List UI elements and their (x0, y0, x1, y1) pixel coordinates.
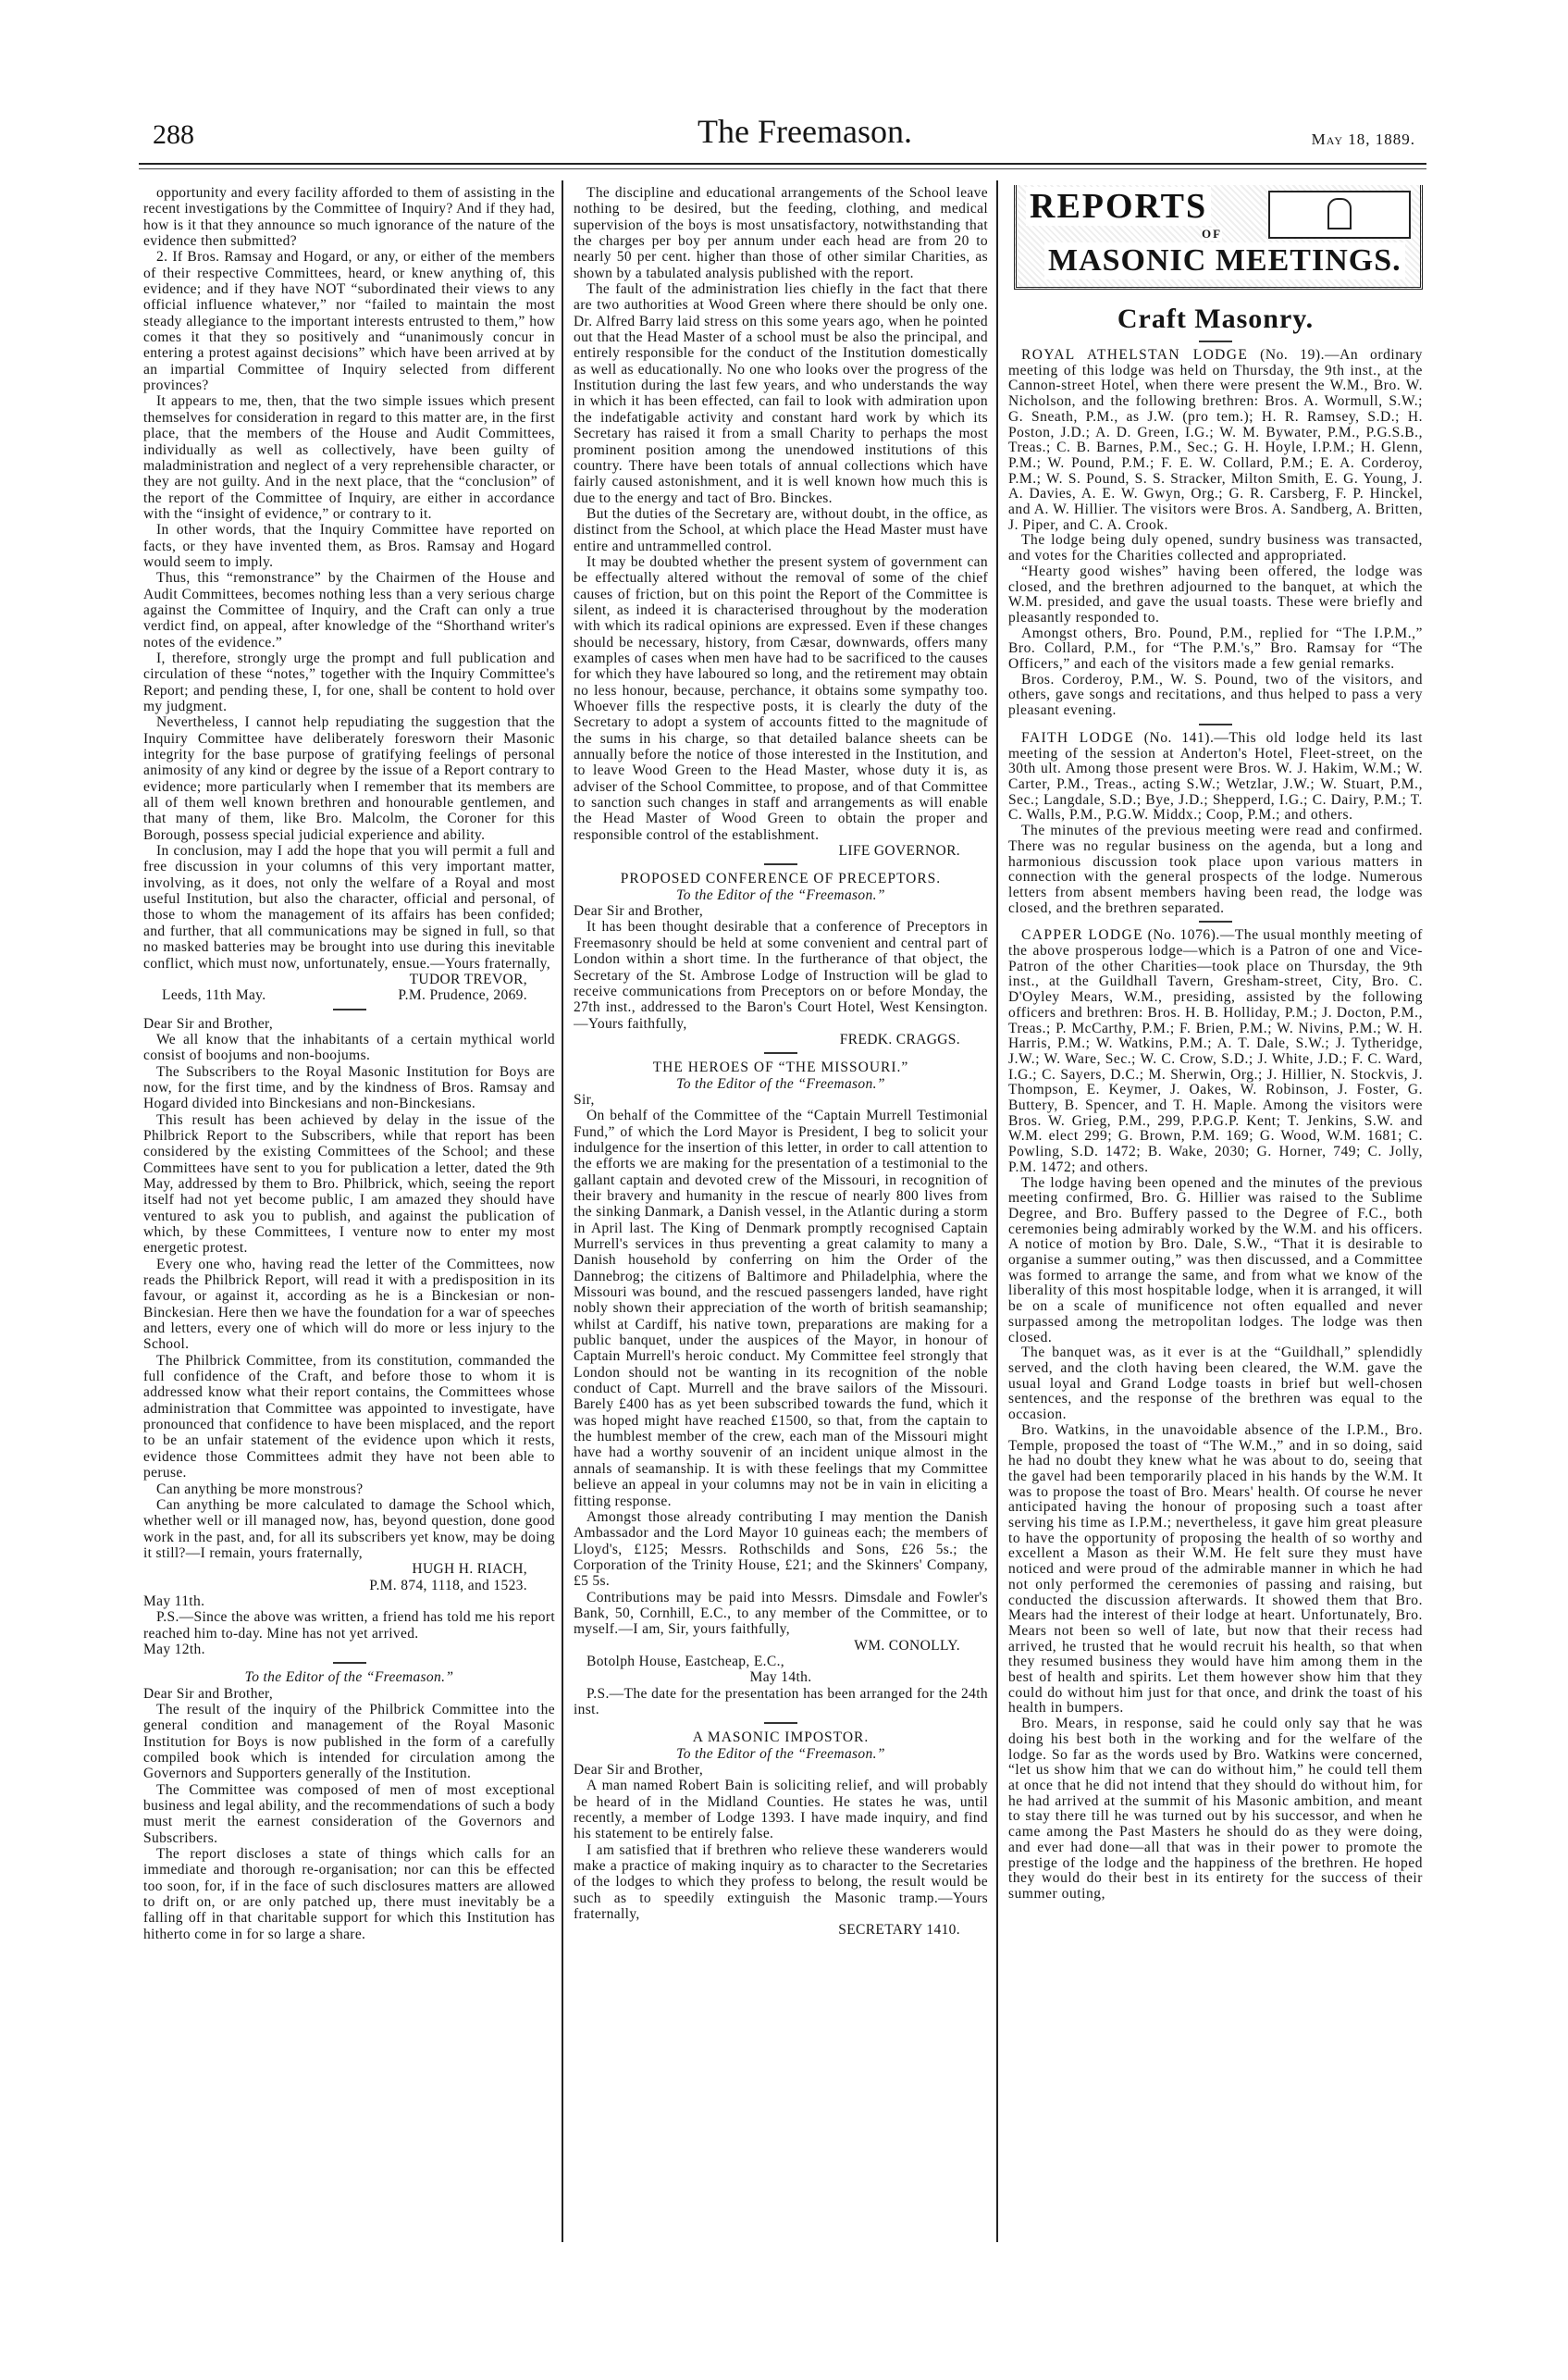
salutation: Dear Sir and Brother, (143, 1015, 274, 1032)
paragraph: “Hearty good wishes” having been offered, the lodge was closed, and the brethren adjourned to the banquet, at which the W.M. presided, and gave the usual toasts. These were briefly and pleasantly responded to. (1008, 563, 1423, 626)
column-divider (562, 180, 563, 2242)
paragraph: 2. If Bros. Ramsay and Hogard, or any, or either of the members of their respective Committees, heard, or knew anything of, this evidence; and if they have NOT “subordinated their views to any official influence whatever,” nor “failed to maintain the most steady allegiance to the important interests entrusted to them,” how comes it that they so positively and “unanimously concur in entering a protest against decisions” which have been arrived at by an impartial Committee of Inquiry selected from different provinces? (143, 249, 555, 394)
salutation: Dear Sir and Brother, (143, 1685, 274, 1702)
signature-lodge: P.M. Prudence, 2069. (398, 987, 527, 1004)
paragraph: The discipline and educational arrangements of the School leave nothing to be desired, but the feeding, clothing, and medical supervision of the boys is most unsatisfactory, notwithstanding that the charges per boy per annum under each head are from 20 to nearly 50 per cent. higher than those of other similar Charities, as shown by a tabulated analysis published with the report. (574, 185, 988, 281)
paragraph: This result has been achieved by delay in the issue of the Philbrick Report to the Subscribers, while that report has been considered by the existing Committees of the School; and these Committees have sent to you for publication a letter, dated the 9th May, addressed by them to Bro. Philbrick, which, seeing the report itself had not yet become public, I am amazed they should have ventured to ask you to publish, and against the publication of which, by these Committees, I venture now to enter my most energetic protest. (143, 1111, 555, 1257)
signature-place-date: Leeds, 11th May. (162, 987, 266, 1004)
column-2 (574, 185, 988, 2244)
lodge-report-text: An ordinary meeting of this lodge was held on Thursday, the 9th inst., at the Cannon-street Hotel, when there were present the W.M., Bro. W. Nicholson, and the following brethren: Bros. A. Wormull, S.W.; G. Sneath, P.M., as J.W. (pro tem.); H. R. Ramsey, S.D.; H. Poston, J.D.; A. D. Green, I.G.; W. M. Bywater, P.M., P.G.S.B., Treas.; C. B. Barnes, P.M., Sec.; G. H. Hoyle, I.P.M.; H. Glenn, P.M.; W. Pound, P.M.; F. E. W. Collard, P.M.; E. A. Corderoy, P.M.; W. S. Pound, S. S. Stracker, Milton Smith, E. G. Young, J. A. Davies, A. E. W. Gwyn, Org.; G. R. Carsberg, F. P. Hinckel, and A. W. Hillier. The visitors were Bros. A. Sandberg, A. Britten, J. Piper, and C. A. Crook. (1008, 347, 1423, 533)
article-divider (1199, 724, 1232, 725)
paragraph: Bro. Watkins, in the unavoidable absence of the I.P.M., Bro. Temple, proposed the toast of “The W.M.,” and in so doing, said he had no doubt they knew what he was about to do, seeing that the gavel had been temporarily placed in his hands by the W.M. It was to propose the toast of Bro. Mears' health. Of course he never anticipated having the honour of proposing such a toast after serving his time as I.P.M.; nevertheless, it gave him great pleasure to have the opportunity of proposing the health of so worthy and excellent a Mason as their W.M. He felt sure they must have noticed and were proud of the admirable manner in which he had not only performed the ceremonies of passing and raising, but conducted the discussion afterwards. It showed them that Bro. Mears had the interest of their lodge at heart. Unfortunately, Bro. Mears not been so well of late, but now that their recess had arrived, he trusted that he would recruit his health, so that when they resumed business they would have him among them in the best of health and spirits. Let them however show him that they could do without him just for that once, and drink the toast of his health in bumpers. (1008, 1421, 1423, 1717)
paragraph: The lodge having been opened and the minutes of the previous meeting confirmed, Bro. G. Hillier was raised to the Sublime Degree, and Bro. Buffery passed to the Degree of F.C., both ceremonies being admirably worked by the W.M. and his officers. A notice of motion by Bro. Dale, S.W., “That it is desirable to organise a summer outing,” was then discussed, and a Committee was formed to arrange the same, and from what we know of the liberality of this most hospitable lodge, when it is arranged, it will be on a scale of munificence not often equalled and never surpassed among the metropolitan lodges. The lodge was then closed. (1008, 1174, 1423, 1345)
dateline: May 14th. (749, 1669, 812, 1686)
paragraph: The minutes of the previous meeting were read and confirmed. There was no regular business on the agenda, but a long and harmonious discussion took place upon various matters in connection with the general prospects of the lodge. Numerous letters from absent members having been read, the lodge was closed, and the brethren separated. (1008, 823, 1423, 916)
signature: FREDK. CRAGGS. (839, 1031, 960, 1047)
lodge-report-paragraph (1008, 928, 1423, 1175)
paragraph: P.S.—The date for the presentation has been arranged for the 24th inst. (574, 1685, 988, 1717)
paragraph: The fault of the administration lies chiefly in the fact that there are two authorities at Wood Green where there should be only one. Dr. Alfred Barry laid stress on this some years ago, when he pointed out that the Head Master of a school must be also the principal, and entirely responsible for the conduct of the Institution domestically as well as educationally. No one who looks over the progress of the Institution during the last few years, and who understands the way in which it has been effected, can fail to look with admiration upon the indefatigable activity and constant hard work by which its Secretary has raised it from a small Charity to perhaps the most prominent position among the unendowed institutions of this country. There have been totals of annual collections which have fairly caused astonishment, and it is well known how much this is due to the energy and tact of Bro. Binckes. (574, 281, 988, 506)
lodge-number: (No. 1076).— (1147, 927, 1235, 944)
lodge-report-text: The usual monthly meeting of the above prosperous lodge—which is a Patron of one and Vice-Patron of the other Charities—took place on Thursday, the 9th inst., at the Guildhall Tavern, Gresham-street, City, Bro. C. D'Oyley Mears, W.M., presiding, assisted by the following officers and brethren: Bros. H. B. Holliday, P.M.; J. Docton, P.M., Treas.; P. McCarthy, P.M.; F. Brien, P.M.; W. Nivins, P.M.; W. H. Harris, P.M.; W. Watkins, P.M.; A. T. Dale, S.W.; J. Tytheridge, J.W.; W. Ware, Sec.; W. C. Crow, S.D.; J. White, J.D.; F. C. Ward, I.G.; C. Sayers, D.C.; M. Sherwin, Org.; J. Hillier, N. Stockvis, J. Thompson, E. Keymer, J. Oakes, W. Robinson, J. Foster, G. Buttery, B. Spencer, and T. H. Maple. Among the visitors were Bros. W. Grieg, P.M., 299, P.P.G.P. Kent; T. Jenkins, S.W. and W.M. elect 299; G. Brown, P.M. 169; G. Wood, W.M. 1681; C. Powling, S.D. 1472; B. Wake, 2030; G. Horner, 749; C. Jolly, P.M. 1472; and others. (1008, 927, 1423, 1175)
signature: TUDOR TREVOR, (409, 971, 527, 987)
paragraph: Amongst those already contributing I may mention the Danish Ambassador and the Lord Mayor 10 guineas each; the members of Lloyd's, £125; Messrs. Rothschilds and Sons, £26 5s.; the Corporation of the Trinity House, £21; and the Skinners' Company, £5 5s. (574, 1508, 988, 1590)
header-rule (139, 163, 1426, 165)
section-rule (1199, 341, 1232, 342)
paragraph: opportunity and every facility afforded to them of assisting in the recent investigations by the Committee of Inquiry? And if they had, how is it that they announce so much ignorance of the nature of the evidence then submitted? (143, 185, 555, 250)
masthead-reports: REPORTS (1026, 187, 1211, 226)
paragraph: Bro. Mears, in response, said he could only say that he was doing his best both in the working and for the welfare of the lodge. So far as the words used by Bro. Watkins were concerned, “let us show him that we can do without him,” he could tell them at once that he did not intend that they should do without him, for he had arrived at the summit of his Masonic ambition, and meant to stay there till he was turned out by his successor, and when he came among the Past Masters he should do as they were doing, and ever had done—all that was in their power to promote the prestige of the lodge and the happiness of the brethren. He hoped they would do their best in its entirety for the success of their summer outing, (1008, 1716, 1423, 1902)
paragraph: In conclusion, may I add the hope that you will permit a full and free discussion in your columns of this very important matter, involving, as it does, not only the welfare of a Royal and most useful Institution, but also the character, official and personal, of those to whom the management of its affairs has been confided; and further, that all communications may be signed in full, so that no masked batteries may be brought into use during this inevitable conflict, which must now, unfortunately, ensue.—Yours fraternally, (143, 843, 555, 972)
signature: LIFE GOVERNOR. (838, 843, 960, 860)
signature-line (143, 987, 555, 1003)
signature: SECRETARY 1410. (838, 1922, 960, 1939)
paragraph: The Philbrick Committee, from its constitution, commanded the full confidence of the Craft, and before those to whom it is addressed know what their report contains, the Committees whose administration that Committee was appointed to investigate, have pronounced that confidence to have been misplaced, and the report to be an unfair statement of the evidence upon which it rests, evidence those Committees admit they have not been able to peruse. (143, 1352, 555, 1481)
lodge-number: (No. 141).— (1143, 729, 1229, 746)
lodge-report-text: This old lodge held its last meeting of the session at Anderton's Hotel, Fleet-street, on the 30th ult. Among those present were Bros. W. J. Hakim, W.M.; W. Carter, P.M., Treas., acting S.W.; Wetzlar, J.W.; W. Stuart, P.M., Sec.; Langdale, S.D.; Bye, J.D.; Shepperd, I.G.; C. Dairy, P.M.; T. C. Walls, P.M., P.G.W. Middx.; Coop, P.M.; and others. (1008, 729, 1423, 824)
article-divider (333, 1009, 366, 1010)
editor-address: To the Editor of the “Freemason.” (676, 1075, 885, 1092)
lodge-name: ROYAL ATHELSTAN LODGE (1021, 347, 1249, 363)
paragraph: Amongst others, Bro. Pound, P.M., replied for “The I.P.M.,” Bro. Collard, P.M., for “The P.M.'s,” Bro. Ramsay for “The Officers,” and each of the visitors made a few genial remarks. (1008, 625, 1423, 673)
paragraph: It appears to me, then, that the two simple issues which present themselves for consideration in regard to this matter are, in the first place, that the members of the House and Audit Committees, individually as well as collectively, have been guilty of maladministration and neglect of a very reprehensible character, or they are not guilty. And in the next place, that the “conclusion” of the report of the Committee of Inquiry, are either in accordance with the “insight of evidence,” or contrary to it. (143, 393, 555, 522)
salutation: May 11th. (143, 1593, 205, 1609)
paragraph: Thus, this “remonstrance” by the Chairmen of the House and Audit Committees, becomes nothing less than a very serious charge against the Committee of Inquiry, and the Craft can only a true verdict find, on appeal, after knowledge of the “Shorthand writer's notes of the evidence.” (143, 570, 555, 651)
paragraph: The Committee was composed of men of most exceptional business and legal ability, and the recommendations of such a body must merit the earnest consideration of the Governors and Subscribers. (143, 1781, 555, 1846)
article-heading: A MASONIC IMPOSTOR. (692, 1729, 870, 1746)
paragraph: Can anything be more monstrous? (156, 1481, 364, 1497)
column-3-body (1008, 348, 1423, 1903)
article-divider (1199, 921, 1232, 923)
column-1 (143, 185, 555, 2244)
paragraph: But the duties of the Secretary are, without doubt, in the office, as distinct from the School, at which place the Head Master must have entire and untrammelled control. (574, 505, 988, 554)
paragraph: Every one who, having read the letter of the Committees, now reads the Philbrick Report, will read it with a predisposition in its favour, or against it, according as he is a Binckesian or non-Binckesian. Here then we have the foundation for a war of speeches and letters, every one of which will do more or less injury to the School. (143, 1256, 555, 1353)
masonic-emblem-icon (1268, 191, 1411, 239)
section-heading: Craft Masonry. (1117, 304, 1315, 334)
paragraph: The report discloses a state of things which calls for an immediate and thorough re-organisation; nor can this be effected too soon, for, if in the face of such disclosures matters are allowed to drift on, or are only patched up, there must inevitably be a falling off in that charitable support for which this Institution has hitherto come in for so large a share. (143, 1846, 555, 1942)
signature: WM. CONOLLY. (854, 1637, 960, 1654)
article-heading: THE HEROES OF “THE MISSOURI.” (652, 1060, 909, 1076)
lodge-report-paragraph (1008, 731, 1423, 824)
salutation: Dear Sir and Brother, (574, 903, 704, 920)
article-divider (764, 1052, 797, 1054)
paragraph: Nevertheless, I cannot help repudiating the suggestion that the Inquiry Committee have deliberately foresworn their Masonic integrity for the base purpose of gratifying feelings of personal animosity of any kind or degree by the issue of a Report contrary to evidence; more particularly when I remember that its members are all of them well known brethren and honourable gentlemen, and that many of them, like Bro. Malcolm, the Coroner for this Borough, possess special judicial experience and ability. (143, 714, 555, 843)
salutation: May 12th. (143, 1641, 205, 1657)
paragraph: A man named Robert Bain is soliciting relief, and will probably be heard of in the Midland Counties. He states he was, until recently, a member of Lodge 1393. I have made inquiry, and find his statement to be entirely false. (574, 1778, 988, 1842)
editor-address: To the Editor of the “Freemason.” (244, 1669, 454, 1686)
masthead-masonic-meetings: MASONIC MEETINGS. (1044, 242, 1405, 279)
paragraph: It has been thought desirable that a conference of Preceptors in Freemasonry should be held at some convenient and central part of London within a short time. In the furtherance of that object, the Secretary of the St. Ambrose Lodge of Instruction will be glad to receive communications from Preceptors on or before Monday, the 27th inst., addressed to the Baron's Court Hotel, West Kensington.—Yours faithfully, (574, 919, 988, 1032)
article-heading: PROPOSED CONFERENCE OF PRECEPTORS. (620, 871, 942, 887)
article-divider (764, 1722, 797, 1724)
article-divider (333, 1662, 366, 1664)
reports-masthead-banner (1014, 185, 1423, 290)
paragraph: Botolph House, Eastcheap, E.C., (586, 1653, 785, 1669)
header-rule-thin (139, 168, 1426, 169)
paragraph: In other words, that the Inquiry Committee have reported on facts, or they have invented them, as Bros. Ramsay and Hogard would seem to imply. (143, 522, 555, 570)
issue-date: May 18, 1889. (1311, 130, 1415, 148)
paragraph: Can anything be more calculated to damage the School which, whether well or ill managed now, has, beyond question, done good work in the past, and, for all its subscribers yet know, may be doing it still?—I remain, yours fraternally, (143, 1496, 555, 1561)
salutation: Dear Sir and Brother, (574, 1762, 704, 1778)
lodge-name: FAITH LODGE (1021, 729, 1135, 746)
column-divider (996, 180, 998, 2242)
paragraph: We all know that the inhabitants of a certain mythical world consist of boojums and non-boojums. (143, 1031, 555, 1064)
lodge-name: CAPPER LODGE (1021, 927, 1143, 944)
column-3 (1008, 185, 1423, 2244)
lodge-number: (No. 19).— (1260, 347, 1340, 363)
article-divider (764, 863, 797, 865)
paragraph: The Subscribers to the Royal Masonic Institution for Boys are now, for the first time, and by the kindness of Bros. Ramsay and Hogard divided into Binckesians and non-Binckesians. (143, 1063, 555, 1112)
salutation: Sir, (574, 1091, 595, 1108)
paragraph: P.S.—Since the above was written, a friend has told me his report reached him to-day. Mine has not yet arrived. (143, 1609, 555, 1642)
signature: P.M. 874, 1118, and 1523. (369, 1577, 527, 1593)
paragraph: On behalf of the Committee of the “Captain Murrell Testimonial Fund,” of which the Lord Mayor is President, I beg to solicit your indulgence for the insertion of this letter, in order to call attention to the efforts we are making for the presentation of a testimonial to the gallant captain and devoted crew of the Missouri, in recognition of their bravery and humanity in the rescue of nearly 800 lives from the sinking Danmark, a Danish vessel, in the Atlantic during a storm in April last. The King of Denmark promptly recognised Captain Murrell's services in thus preventing a great calamity to many a Danish household by conferring on him the Order of the Dannebrog; the citizens of Baltimore and Philadelphia, where the Missouri was bound, and the rescued passengers landed, have right nobly shown their appreciation of the worth of british seamanship; whilst at Cardiff, his native town, preparations are making for a public banquet, under the auspices of the Mayor, in honour of Captain Murrell's heroic conduct. My Committee feel strongly that London should not be wanting in its recognition of the noble conduct of Capt. Murrell and the brave sailors of the Missouri. Barely £400 has as yet been subscribed towards the fund, which it was hoped might have reached £1500, so that, from the captain to the humblest member of the crew, each man of the Missouri might have had a worthy souvenir of an incident unique almost in the annals of seamanship. It is with these feelings that my Committee believe an appeal in your columns may not be in vain in eliciting a fitting response. (574, 1108, 988, 1509)
editor-address: To the Editor of the “Freemason.” (676, 1745, 885, 1762)
paragraph: The banquet was, as it ever is at the “Guildhall,” splendidly served, and the cloth having been cleared, the W.M. gave the usual loyal and Grand Lodge toasts in brief but well-chosen sentences, and the response of the brethren was equal to the occasion. (1008, 1345, 1423, 1423)
editor-address: To the Editor of the “Freemason.” (676, 886, 885, 903)
paragraph: It may be doubted whether the present system of government can be effectually altered without the removal of some of the chief causes of friction, but on this point the Report of the Committee is silent, as indeed it is characterised throughout by the moderation with which its radical opinions are expressed. Even if these changes should be necessary, history, from Cæsar, downwards, offers many examples of cases when men have had to be sacrificed to the causes for which they have laboured so long, and the retirement may obtain no less honour, because, perchance, it obtains some sympathy too. Whoever fills the respective posts, it is clearly the duty of the Secretary to adopt a system of accounts fitted to the magnitude of the sums in his charge, so that detailed balance sheets can be annually before the notice of those interested in the Institution, and to leave Wood Green to the Head Master, whose duty it is, as adviser of the School Committee, to propose, and of that Committee to sanction such changes in staff and arrangements as will enable the Head Master of Wood Green to obtain the proper and responsible control of the establishment. (574, 553, 988, 843)
paragraph: Contributions may be paid into Messrs. Dimsdale and Fowler's Bank, 50, Cornhill, E.C., to any member of the Committee, or to myself.—I am, Sir, yours faithfully, (574, 1589, 988, 1638)
signature: HUGH H. RIACH, (412, 1561, 527, 1578)
paragraph: I am satisfied that if brethren who relieve these wanderers would make a practice of making inquiry as to character to the Secretaries of the lodges to which they profess to belong, the result would be such as to speedily extinguish the Masonic tramp.—Yours fraternally, (574, 1841, 988, 1923)
lodge-report-paragraph (1008, 348, 1423, 533)
masthead-of: OF (1202, 227, 1223, 241)
paragraph: The lodge being duly opened, sundry business was transacted, and votes for the Charities collected and appropriated. (1008, 532, 1423, 564)
page-number: 288 (153, 119, 194, 150)
paragraph: Bros. Corderoy, P.M., W. S. Pound, two of the visitors, and others, gave songs and recitations, and thus helped to pass a very pleasant evening. (1008, 671, 1423, 719)
paragraph: I, therefore, strongly urge the prompt and full publication and circulation of these “notes,” together with the Inquiry Committee's Report; and pending these, I, for one, shall be content to hold over my judgment. (143, 650, 555, 714)
newspaper-title: The Freemason. (698, 113, 912, 150)
paragraph: The result of the inquiry of the Philbrick Committee into the general condition and management of the Royal Masonic Institution for Boys is now published in the form of a carefully compiled book which is intended for circulation among the Governors and Supporters generally of the Institution. (143, 1701, 555, 1782)
